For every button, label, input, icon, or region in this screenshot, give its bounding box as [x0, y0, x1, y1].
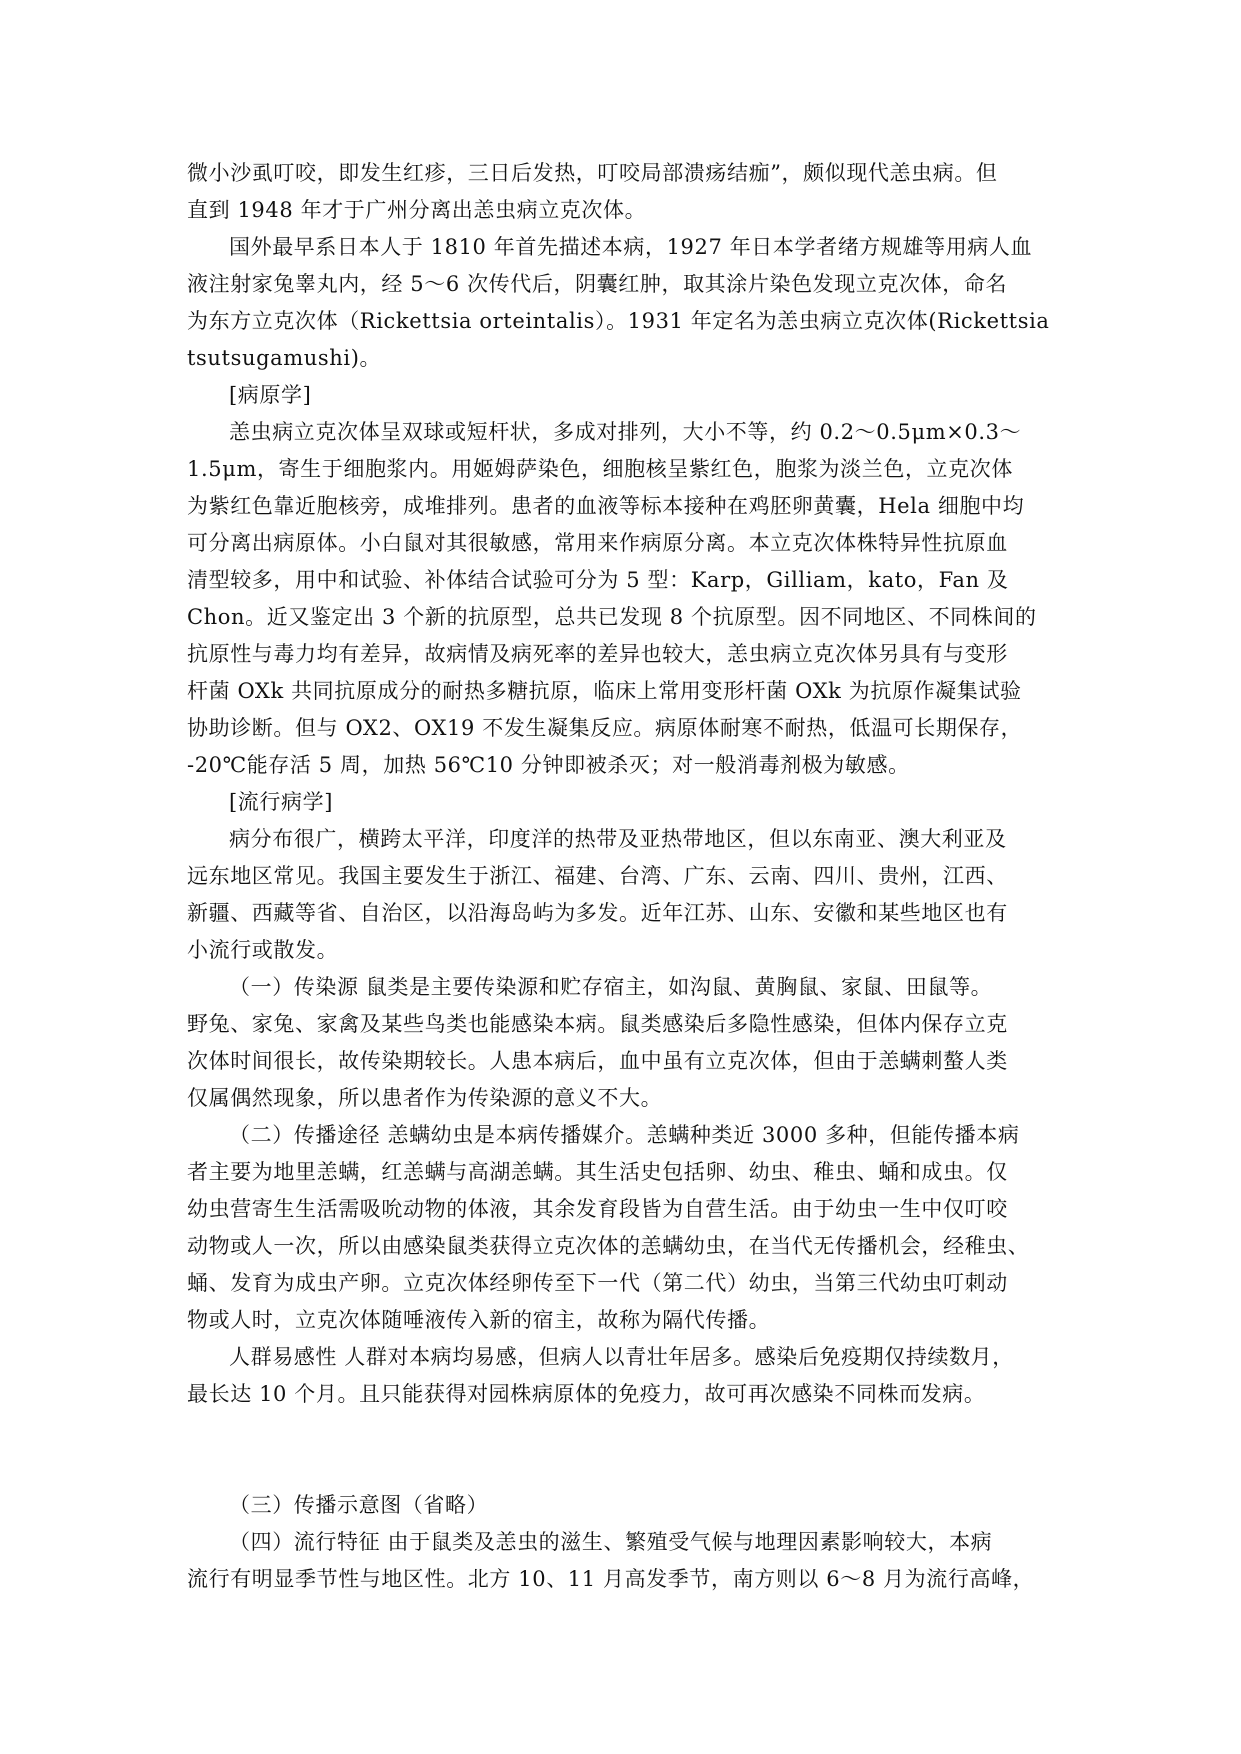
text-line: 次体时间很长，故传染期较长。人患本病后，血中虽有立克次体，但由于恙螨刺螯人类 [187, 1049, 1008, 1073]
text-line: 最长达 10 个月。且只能获得对园株病原体的免疫力，故可再次感染不同株而发病。 [187, 1382, 986, 1406]
text-line: 1.5μm，寄生于细胞浆内。用姬姆萨染色，细胞核呈紫红色，胞浆为淡兰色，立克次体 [187, 457, 1013, 481]
text-line: 动物或人一次，所以由感染鼠类获得立克次体的恙螨幼虫，在当代无传播机会，经稚虫、 [187, 1234, 1030, 1258]
text-line: 恙虫病立克次体呈双球或短杆状，多成对排列，大小不等，约 0.2～0.5μm×0.3～ [229, 420, 1022, 444]
text-line: 清型较多，用中和试验、补体结合试验可分为 5 型：Karp，Gilliam，kato，Fan 及 [187, 568, 1009, 592]
text-line: 人群易感性 人群对本病均易感，但病人以青壮年居多。感染后免疫期仅持续数月， [229, 1345, 1014, 1369]
text-line: 可分离出病原体。小白鼠对其很敏感，常用来作病原分离。本立克次体株特异性抗原血 [187, 531, 1008, 555]
text-line: （四）流行特征 由于鼠类及恙虫的滋生、繁殖受气候与地理因素影响较大，本病 [229, 1530, 993, 1554]
document-page [187, 155, 1062, 1598]
text-line: 为东方立克次体（Rickettsia orteintalis）。1931 年定名为恙虫病立克次体(Rickettsia [187, 309, 1050, 333]
text-line: 杆菌 OXk 共同抗原成分的耐热多糖抗原，临床上常用变形杆菌 OXk 为抗原作凝集试验 [187, 679, 1022, 703]
text-line: （三）传播示意图（省略） [229, 1493, 489, 1517]
text-line: 者主要为地里恙螨，红恙螨与高湖恙螨。其生活史包括卵、幼虫、稚虫、蛹和成虫。仅 [187, 1160, 1008, 1184]
text-line: 新疆、西藏等省、自治区，以沿海岛屿为多发。近年江苏、山东、安徽和某些地区也有 [187, 901, 1008, 925]
text-line: 流行有明显季节性与地区性。北方 10、11 月高发季节，南方则以 6～8 月为流行高峰， [187, 1567, 1035, 1591]
blank-line [187, 1413, 1062, 1450]
text-line: [病原学] [229, 383, 312, 407]
text-line: -20℃能存活 5 周，加热 56℃10 分钟即被杀灭；对一般消毒剂极为敏感。 [187, 753, 910, 777]
text-line: 远东地区常见。我国主要发生于浙江、福建、台湾、广东、云南、四川、贵州，江西、 [187, 864, 1008, 888]
text-line: 蛹、发育为成虫产卵。立克次体经卵传至下一代（第二代）幼虫，当第三代幼虫叮刺动 [187, 1271, 1008, 1295]
text-line: （二）传播途径 恙螨幼虫是本病传播媒介。恙螨种类近 3000 多种，但能传播本病 [229, 1123, 1020, 1147]
text-line: 微小沙虱叮咬，即发生红疹，三日后发热，叮咬局部溃疡结痂”，颇似现代恙虫病。但 [187, 161, 998, 185]
text-line: 幼虫营寄生生活需吸吮动物的体液，其余发育段皆为自营生活。由于幼虫一生中仅叮咬 [187, 1197, 1008, 1221]
text-line: 野兔、家兔、家禽及某些鸟类也能感染本病。鼠类感染后多隐性感染，但体内保存立克 [187, 1012, 1008, 1036]
blank-line [187, 1450, 1062, 1487]
text-line: 为紫红色靠近胞核旁，成堆排列。患者的血液等标本接种在鸡胚卵黄囊，Hela 细胞中均 [187, 494, 1025, 518]
text-line: 协助诊断。但与 OX2、OX19 不发生凝集反应。病原体耐寒不耐热，低温可长期保存， [187, 716, 1023, 740]
text-line: 物或人时，立克次体随唾液传入新的宿主，故称为隔代传播。 [187, 1308, 771, 1332]
text-line: 小流行或散发。 [187, 938, 339, 962]
text-line: Chon。近又鉴定出 3 个新的抗原型，总共已发现 8 个抗原型。因不同地区、不同株间的 [187, 605, 1037, 629]
text-line: [流行病学] [229, 790, 333, 814]
text-line: 国外最早系日本人于 1810 年首先描述本病，1927 年日本学者绪方规雄等用病人血 [229, 235, 1033, 259]
text-line: 抗原性与毒力均有差异，故病情及病死率的差异也较大，恙虫病立克次体另具有与变形 [187, 642, 1008, 666]
text-line: 液注射家兔睾丸内，经 5～6 次传代后，阴囊红肿，取其涂片染色发现立克次体，命名 [187, 272, 1008, 296]
text-line: 直到 1948 年才于广州分离出恙虫病立克次体。 [187, 198, 647, 222]
text-line: tsutsugamushi)。 [187, 346, 382, 370]
text-line: 仅属偶然现象，所以患者作为传染源的意义不大。 [187, 1086, 663, 1110]
text-line: 病分布很广，横跨太平洋，印度洋的热带及亚热带地区，但以东南亚、澳大利亚及 [229, 827, 1007, 851]
text-line: （一）传染源 鼠类是主要传染源和贮存宿主，如沟鼠、黄胸鼠、家鼠、田鼠等。 [229, 975, 993, 999]
